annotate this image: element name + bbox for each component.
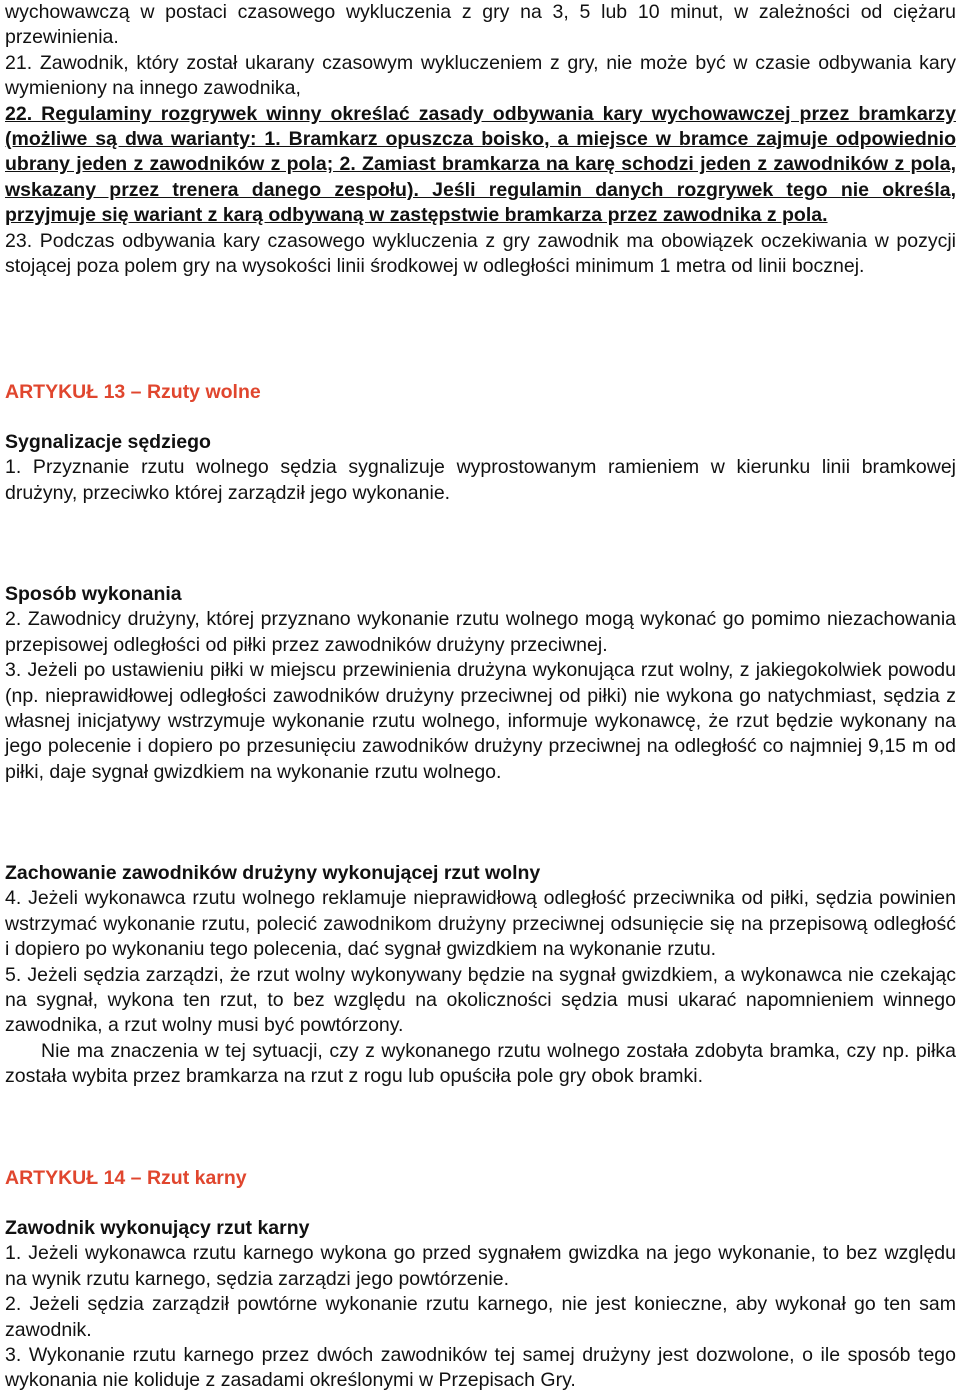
section-title-signals: Sygnalizacje sędziego bbox=[5, 431, 211, 453]
execution-paragraph-3: 3. Jeżeli po ustawieniu piłki w miejscu przewinienia drużyna wykonująca rzut wolny, z jakiegokolwiek powodu (np. nieprawidłowej odległości zawodników drużyny przeciwnej od piłki) nie wykona go natychmiast, sędzia z własnej inicjatywy wstrzymuje wykonanie rzutu wolnego, informuje wykonawcę, że rzut będzie wykonany na jego polecenie i dopiero po przesunięciu zawodników drużyny przeciwnej na odległość co najmniej 9,15 m od piłki, daje sygnał gwizdkiem na wykonanie rzutu wolnego. bbox=[5, 659, 956, 783]
execution-paragraph-2: 2. Zawodnicy drużyny, której przyznano wykonanie rzutu wolnego mogą wykonać go pomimo niezachowania przepisowej odległości od piłki przez zawodników drużyny przeciwnej. bbox=[5, 608, 956, 656]
section-title-execution: Sposób wykonania bbox=[5, 583, 182, 605]
article-14-taker-section bbox=[5, 1216, 956, 1394]
penalty-paragraph-2: 2. Jeżeli sędzia zarządził powtórne wykonanie rzutu karnego, nie jest konieczne, aby wykonał go ten sam zawodnik. bbox=[5, 1293, 956, 1341]
conduct-paragraph-5: 5. Jeżeli sędzia zarządzi, że rzut wolny wykonywany będzie na sygnał gwizdkiem, a wykonawca nie czekając na sygnał, wykona ten rzut, to bez względu na okoliczności sędzia musi ukarać napomnieniem winnego zawodnika, a rzut wolny musi być powtórzony. bbox=[5, 963, 956, 1037]
article-13-execution-section bbox=[5, 582, 956, 785]
rule-23-paragraph: 23. Podczas odbywania kary czasowego wykluczenia z gry zawodnik ma obowiązek oczekiwania w pozycji stojącej poza polem gry na wysokości linii środkowej w odległości minimum 1 metra od linii bocznej. bbox=[5, 229, 956, 278]
section-title-penalty-taker: Zawodnik wykonujący rzut karny bbox=[5, 1217, 310, 1239]
article-13-heading: ARTYKUŁ 13 – Rzuty wolne bbox=[5, 381, 261, 403]
intro-section bbox=[5, 0, 956, 279]
penalty-paragraph-3: 3. Wykonanie rzutu karnego przez dwóch zawodników tej samej drużyny jest dozwolone, o ile sposób tego wykonania nie koliduje z zasadami określonymi w Przepisach Gry. bbox=[5, 1344, 956, 1392]
article-14-heading: ARTYKUŁ 14 – Rzut karny bbox=[5, 1167, 247, 1189]
rule-22-paragraph: 22. Regulaminy rozgrywek winny określać zasady odbywania kary wychowawczej przez bramkarzy (możliwe są dwa warianty: 1. Bramkarz opuszcza boisko, a miejsce w bramce zajmuje odpowiednio ubrany jeden z zawodników z pola; 2. Zamiast bramkarza na karę schodzi jeden z zawodników z pola, wskazany przez trenera danego zespołu). Jeśli regulamin danych rozgrywek tego nie określa, przyjmuje się wariant z karą odbywaną w zastępstwie bramkarza przez zawodnika z pola. bbox=[5, 102, 956, 227]
article-13-conduct-section bbox=[5, 861, 956, 1090]
penalty-paragraph-1: 1. Jeżeli wykonawca rzutu karnego wykona go przed sygnałem gwizdka na jego wykonanie, to bez względu na wynik rzutu karnego, sędzia zarządzi jego powtórzenie. bbox=[5, 1242, 956, 1290]
lead-paragraph: wychowawczą w postaci czasowego wykluczenia z gry na 3, 5 lub 10 minut, w zależności od ciężaru przewinienia. bbox=[5, 1, 956, 49]
rule-21-paragraph: 21. Zawodnik, który został ukarany czasowym wykluczeniem z gry, nie może być w czasie odbywania kary wymieniony na innego zawodnika, bbox=[5, 51, 956, 100]
section-title-conduct: Zachowanie zawodników drużyny wykonującej rzut wolny bbox=[5, 862, 541, 884]
signals-paragraph-1: 1. Przyznanie rzutu wolnego sędzia sygnalizuje wyprostowanym ramieniem w kierunku linii bramkowej drużyny, przeciwko której zarządził jego wykonanie. bbox=[5, 456, 956, 504]
conduct-paragraph-note: Nie ma znaczenia w tej sytuacji, czy z wykonanego rzutu wolnego została zdobyta bramka, czy np. piłka została wybita przez bramkarza na rzut z rogu lub opuściła pole gry obok bramki. bbox=[5, 1039, 956, 1088]
conduct-paragraph-4: 4. Jeżeli wykonawca rzutu wolnego reklamuje nieprawidłową odległość przeciwnika od piłki, sędzia powinien wstrzymać wykonanie rzutu, polecić zawodnikom drużyny przeciwnej odsunięcie się na przepisową odległość i dopiero po wykonaniu tego polecenia, dać sygnał gwizdkiem na wykonanie rzutu. bbox=[5, 887, 956, 961]
article-13-signals-section bbox=[5, 430, 956, 506]
